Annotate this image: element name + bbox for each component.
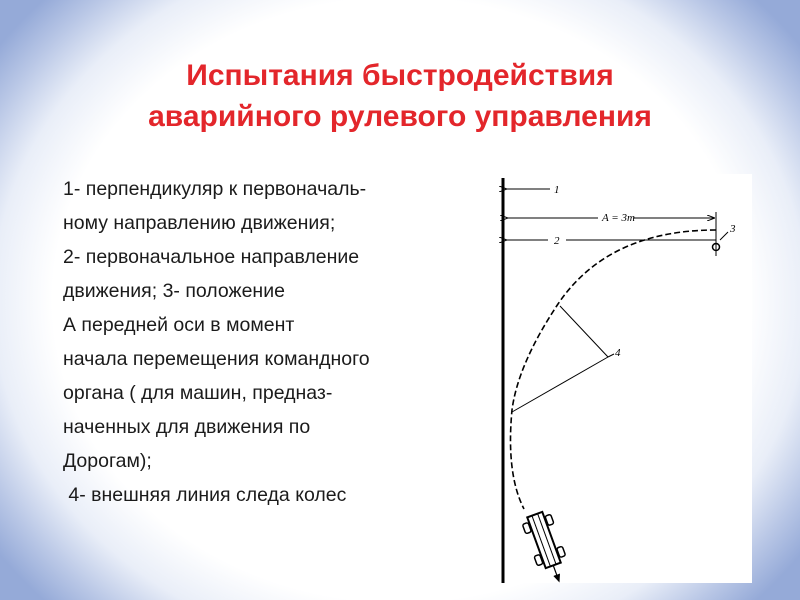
vehicle-icon bbox=[521, 509, 573, 583]
slide-title-line-2: аварийного рулевого управления bbox=[148, 100, 652, 133]
label-4-leader-end bbox=[608, 354, 614, 357]
wheel-track-curve bbox=[511, 230, 717, 509]
legend-line: Дорогам); bbox=[63, 450, 152, 472]
label-3-leader bbox=[720, 232, 728, 240]
slide-title bbox=[40, 55, 760, 137]
label-3: 3 bbox=[730, 223, 736, 235]
legend-line: ному направлению движения; bbox=[63, 212, 336, 234]
steering-test-diagram bbox=[488, 174, 752, 583]
legend-line: начала перемещения командного bbox=[63, 348, 370, 370]
legend-line: 1- перпендикуляр к первоначаль- bbox=[63, 178, 367, 200]
legend-line: 4- внешняя линия следа колес bbox=[63, 484, 347, 506]
legend-line: А передней оси в момент bbox=[63, 314, 295, 336]
label-2: 2 bbox=[554, 235, 560, 247]
legend-line: 2- первоначальное направление bbox=[63, 246, 360, 268]
label-4: 4 bbox=[615, 347, 621, 359]
label-4-leader-lower bbox=[512, 357, 608, 412]
label-1: 1 bbox=[554, 184, 560, 196]
legend-line: наченных для движения по bbox=[63, 416, 311, 438]
label-4-leader-upper bbox=[560, 306, 608, 357]
slide-title-line-1: Испытания быстродействия bbox=[186, 59, 614, 92]
legend-line: органа ( для машин, предназ- bbox=[63, 382, 333, 404]
legend-text bbox=[63, 172, 493, 512]
distance-label: A = 3m bbox=[602, 212, 635, 224]
diagram-svg bbox=[488, 174, 752, 583]
legend-line: движения; 3- положение bbox=[63, 280, 285, 302]
